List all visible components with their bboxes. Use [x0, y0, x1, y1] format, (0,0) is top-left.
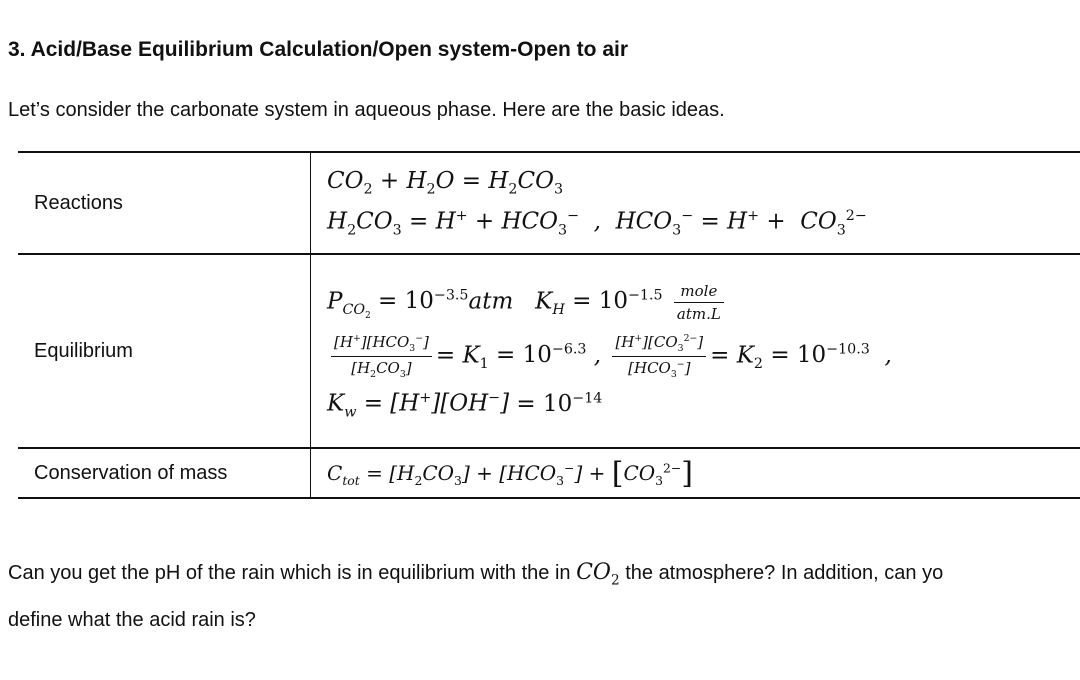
intro-paragraph: Let’s consider the carbonate system in aqueous phase. Here are the basic ideas.: [8, 99, 725, 121]
question-text-part1: Can you get the pH of the rain which is in equilibrium with the in: [8, 562, 571, 584]
row-label: Equilibrium: [18, 254, 311, 448]
table-row-conservation: [18, 448, 1080, 498]
question-text-part2: the atmosphere? In addition, can yo: [625, 562, 944, 584]
carbonate-system-table: [18, 151, 1080, 499]
co2-symbol: $CO_2$: [576, 560, 620, 589]
question-line-1: [8, 553, 1080, 600]
row-label: Reactions: [18, 152, 311, 254]
water-dissociation-equation: $K_w = [H^+][OH^-] = 10^{-14}$: [327, 389, 603, 421]
table-row-equilibrium: [18, 254, 1080, 448]
section-heading: 3. Acid/Base Equilibrium Calculation/Open system-Open to air: [8, 38, 629, 61]
row-label: Conservation of mass: [18, 448, 311, 498]
reactions-equations: [311, 152, 1080, 254]
question-line-2: define what the acid rain is?: [8, 609, 256, 632]
question-paragraph: [8, 553, 1080, 640]
henry-law-equation: $P_{CO_2} = 10^{-3.5}atm$ $K_H = 10^{-1.5}$ $\frac{\text{mole}}{\text{atm.L}}$: [327, 282, 1080, 323]
acid-dissociation-constants: $\frac{[H^+][HCO_3^-]}{[H_2CO_3]}$ = $K_1 = 10^{-6.3}$ , $\frac{[H^+][CO_3^{2-}]}{[HCO_3^-]}$ = $K_2 = 10^{-10.3}$ ,: [327, 333, 1080, 380]
equilibrium-equations: [311, 254, 1080, 448]
reaction-dissociations: $H_2CO_3 = H^+ + HCO_3^-$ , $HCO_3^- = H^+ + CO_3^{2-}$: [327, 207, 867, 238]
reaction-co2-hydration: $CO_2 + H_2O = H_2CO_3$: [327, 168, 564, 198]
table-row-reactions: [18, 152, 1080, 254]
mass-balance-equation: $C_{tot} = [H_2CO_3] + [HCO_3^-] + [CO_3^{2-}]$: [311, 448, 1080, 498]
